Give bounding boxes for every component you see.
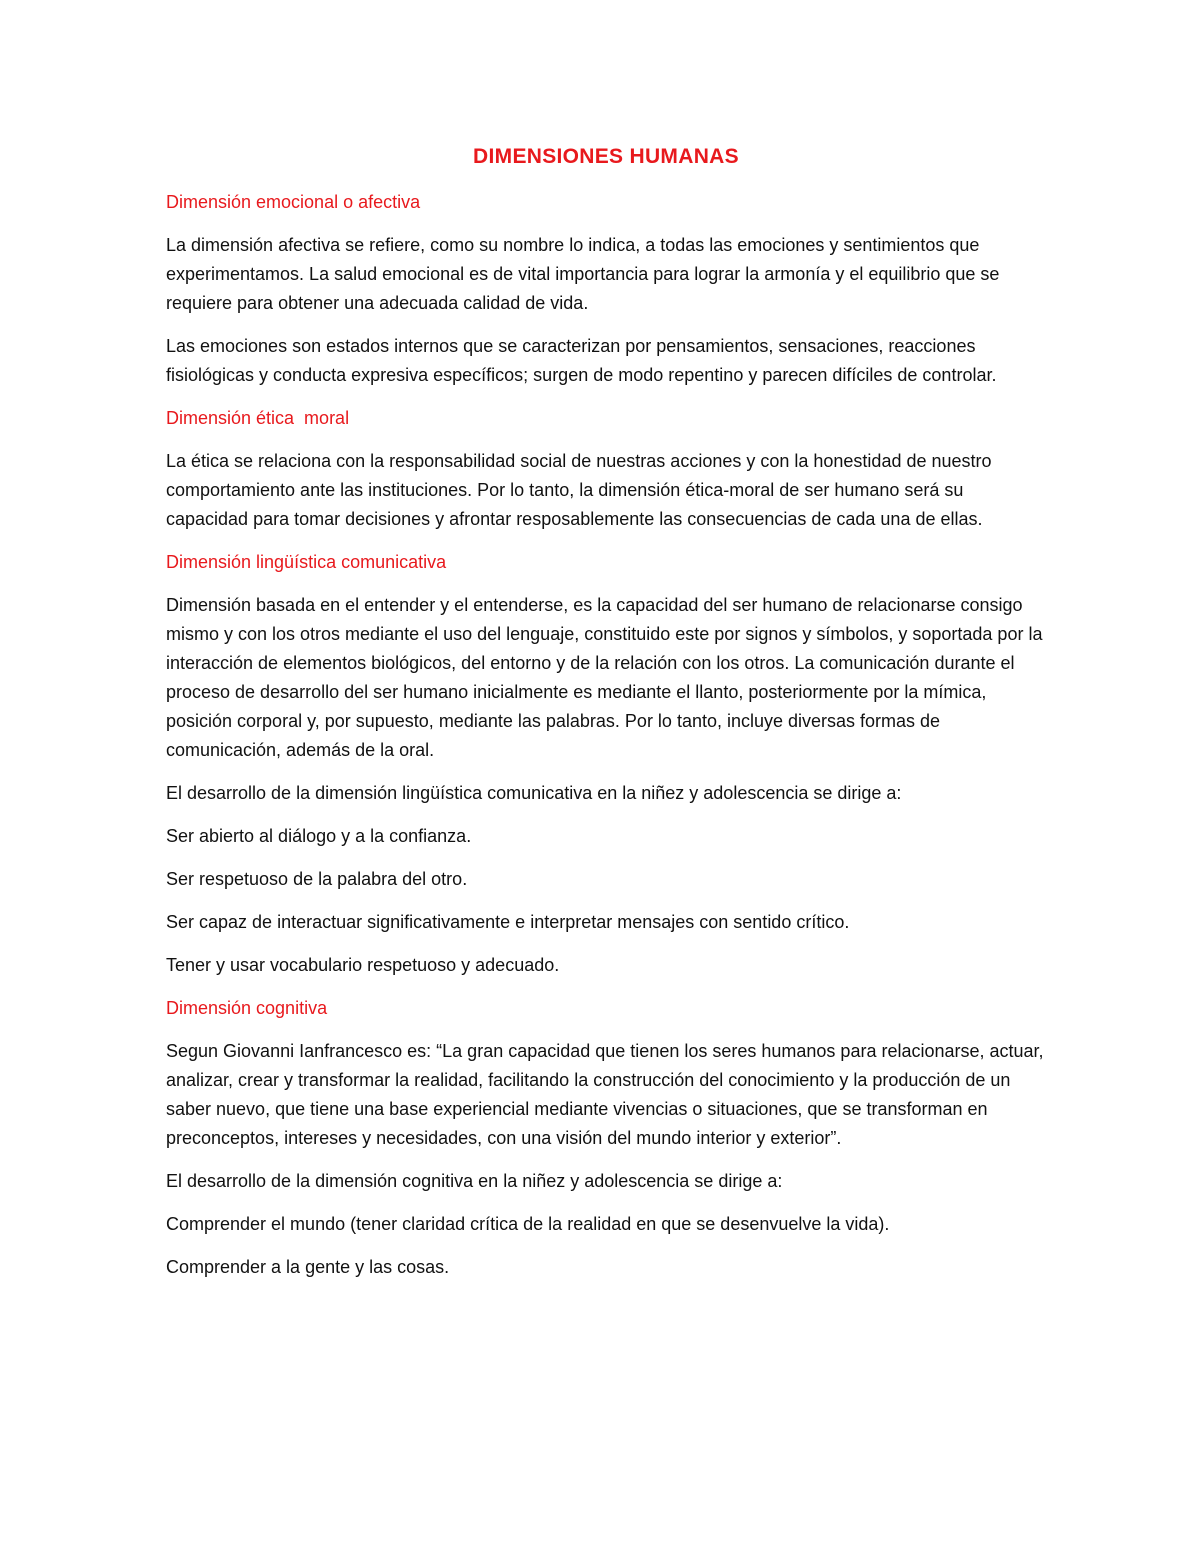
section-heading: Dimensión ética moral xyxy=(166,408,350,428)
section-cognitiva xyxy=(166,994,1046,1282)
document-body xyxy=(166,140,1046,1296)
section-heading: Dimensión emocional o afectiva xyxy=(166,192,421,212)
document-title: DIMENSIONES HUMANAS xyxy=(473,145,739,168)
list-item: Ser capaz de interactuar significativamente e interpretar mensajes con sentido crítico. xyxy=(166,912,850,932)
section-heading: Dimensión cognitiva xyxy=(166,998,328,1018)
section-etica xyxy=(166,404,1046,534)
section-linguistica xyxy=(166,548,1046,980)
section-emocional xyxy=(166,188,1046,390)
list-item: Tener y usar vocabulario respetuoso y adecuado. xyxy=(166,955,560,975)
list-item: Ser abierto al diálogo y a la confianza. xyxy=(166,826,472,846)
paragraph: El desarrollo de la dimensión lingüística comunicativa en la niñez y adolescencia se dirige a: xyxy=(166,783,902,803)
list-item: Comprender a la gente y las cosas. xyxy=(166,1257,450,1277)
list-item: Ser respetuoso de la palabra del otro. xyxy=(166,869,468,889)
paragraph: La ética se relaciona con la responsabilidad social de nuestras acciones y con la honestidad de nuestro comportamiento ante las instituciones. Por lo tanto, la dimensión ética-moral de ser humano será su capacidad para tomar decisiones y afrontar resposablemente las consecuencias de cada una de ellas. xyxy=(166,451,992,529)
paragraph: El desarrollo de la dimensión cognitiva en la niñez y adolescencia se dirige a: xyxy=(166,1171,783,1191)
paragraph: Segun Giovanni Ianfrancesco es: “La gran capacidad que tienen los seres humanos para relacionarse, actuar, analizar, crear y transformar la realidad, facilitando la construcción del conocimiento y la producción de un saber nuevo, que tiene una base experiencial mediante vivencias o situaciones, que se transforman en preconceptos, intereses y necesidades, con una visión del mundo interior y exterior”. xyxy=(166,1041,1044,1148)
paragraph: La dimensión afectiva se refiere, como su nombre lo indica, a todas las emociones y sentimientos que experimentamos. La salud emocional es de vital importancia para lograr la armonía y el equilibrio que se requiere para obtener una adecuada calidad de vida. xyxy=(166,235,1000,313)
paragraph: Dimensión basada en el entender y el entenderse, es la capacidad del ser humano de relacionarse consigo mismo y con los otros mediante el uso del lenguaje, constituido este por signos y símbolos, y soportada por la interacción de elementos biológicos, del entorno y de la relación con los otros. La comunicación durante el proceso de desarrollo del ser humano inicialmente es mediante el llanto, posteriormente por la mímica, posición corporal y, por supuesto, mediante las palabras. Por lo tanto, incluye diversas formas de comunicación, además de la oral. xyxy=(166,595,1043,760)
paragraph: Las emociones son estados internos que se caracterizan por pensamientos, sensaciones, reacciones fisiológicas y conducta expresiva específicos; surgen de modo repentino y parecen difíciles de controlar. xyxy=(166,336,997,385)
section-heading: Dimensión lingüística comunicativa xyxy=(166,552,447,572)
list-item: Comprender el mundo (tener claridad crítica de la realidad en que se desenvuelve la vida). xyxy=(166,1214,890,1234)
